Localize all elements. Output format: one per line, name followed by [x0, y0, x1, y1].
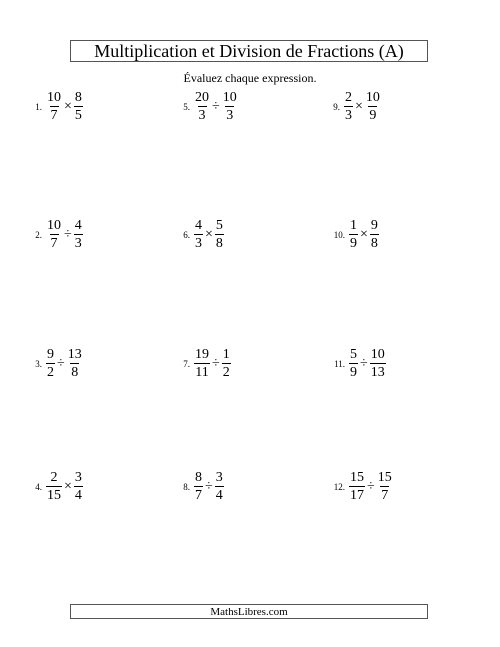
- denominator: 13: [370, 365, 385, 380]
- denominator: 11: [195, 365, 209, 380]
- operator-sign: ÷: [212, 356, 220, 371]
- problem-4: [30, 467, 83, 507]
- fraction-b: [215, 219, 224, 251]
- problem-number: 4.: [35, 482, 42, 492]
- numerator: 13: [67, 347, 82, 362]
- denominator: 3: [198, 108, 206, 123]
- numerator: 4: [195, 218, 202, 233]
- problem-number: 11.: [334, 359, 345, 369]
- problem-number: 10.: [333, 230, 345, 240]
- problem-number: 5.: [183, 102, 190, 112]
- fraction-b: [365, 91, 381, 123]
- operator-sign: ×: [64, 479, 72, 494]
- fraction-a: [349, 471, 365, 503]
- denominator: 4: [215, 488, 223, 503]
- problem-number: 12.: [333, 482, 345, 492]
- operator-sign: ÷: [212, 99, 220, 114]
- numerator: 10: [370, 347, 385, 362]
- fraction-b: [222, 91, 238, 123]
- fraction-a: [194, 471, 203, 503]
- instructions: Évaluez chaque expression.: [183, 71, 317, 85]
- denominator: 9: [369, 108, 377, 123]
- operator-sign: ÷: [64, 227, 72, 242]
- problem-number: 2.: [35, 230, 42, 240]
- fraction-b: [74, 219, 83, 251]
- fraction-a: [46, 471, 62, 503]
- numerator: 2: [50, 470, 58, 485]
- denominator: 7: [381, 488, 389, 503]
- fraction-b: [370, 219, 379, 251]
- denominator: 9: [350, 365, 357, 380]
- problem-5: [178, 87, 238, 127]
- numerator: 10: [365, 90, 380, 105]
- problem-1: [30, 87, 83, 127]
- problem-9: [328, 87, 381, 127]
- problem-7: [178, 344, 231, 384]
- denominator: 8: [71, 365, 79, 380]
- operator-sign: ÷: [205, 479, 213, 494]
- problem-12: [328, 467, 393, 507]
- fraction-a: [194, 91, 210, 123]
- denominator: 5: [74, 108, 82, 123]
- fraction-a: [46, 219, 62, 251]
- denominator: 3: [74, 236, 82, 251]
- problem-3: [30, 344, 83, 384]
- denominator: 2: [47, 365, 54, 380]
- fraction-a: [46, 348, 55, 380]
- numerator: 3: [74, 470, 82, 485]
- problem-number: 1.: [35, 102, 42, 112]
- footer-text: MathsLibres.com: [210, 605, 288, 618]
- denominator: 8: [215, 236, 223, 251]
- operator-sign: ×: [355, 99, 363, 114]
- denominator: 9: [350, 236, 357, 251]
- numerator: 20: [195, 90, 209, 105]
- numerator: 9: [47, 347, 54, 362]
- numerator: 10: [47, 218, 61, 233]
- problem-number: 7.: [183, 359, 190, 369]
- operator-sign: ×: [205, 227, 213, 242]
- numerator: 8: [195, 470, 202, 485]
- denominator: 7: [50, 108, 58, 123]
- denominator: 8: [370, 236, 378, 251]
- numerator: 10: [47, 90, 61, 105]
- problem-10: [328, 215, 379, 255]
- numerator: 1: [222, 347, 230, 362]
- denominator: 15: [47, 488, 61, 503]
- operator-sign: ÷: [360, 356, 368, 371]
- footer-box: [70, 604, 428, 619]
- operator-sign: ÷: [367, 479, 375, 494]
- denominator: 7: [195, 488, 202, 503]
- denominator: 4: [74, 488, 82, 503]
- numerator: 2: [345, 90, 352, 105]
- fraction-b: [370, 348, 386, 380]
- denominator: 3: [195, 236, 202, 251]
- numerator: 19: [195, 347, 209, 362]
- fraction-a: [194, 348, 210, 380]
- numerator: 3: [215, 470, 223, 485]
- worksheet-title: Multiplication et Division de Fractions (A): [94, 41, 404, 61]
- numerator: 5: [215, 218, 223, 233]
- problem-number: 9.: [333, 102, 340, 112]
- fraction-b: [74, 471, 83, 503]
- denominator: 17: [350, 488, 364, 503]
- problem-2: [30, 215, 83, 255]
- numerator: 10: [222, 90, 237, 105]
- fraction-a: [344, 91, 353, 123]
- problem-number: 6.: [183, 230, 190, 240]
- operator-sign: ×: [360, 227, 368, 242]
- numerator: 8: [74, 90, 82, 105]
- fraction-a: [194, 219, 203, 251]
- operator-sign: ×: [64, 99, 72, 114]
- problem-8: [178, 467, 224, 507]
- problem-6: [178, 215, 224, 255]
- fraction-b: [74, 91, 83, 123]
- fraction-a: [349, 219, 358, 251]
- fraction-b: [215, 471, 224, 503]
- problem-number: 8.: [183, 482, 190, 492]
- fraction-a: [46, 91, 62, 123]
- numerator: 4: [74, 218, 82, 233]
- denominator: 7: [50, 236, 58, 251]
- worksheet-title-box: [70, 40, 428, 62]
- denominator: 3: [345, 108, 352, 123]
- fraction-b: [67, 348, 83, 380]
- denominator: 2: [222, 365, 230, 380]
- problem-number: 3.: [35, 359, 42, 369]
- numerator: 15: [350, 470, 364, 485]
- fraction-a: [349, 348, 358, 380]
- denominator: 3: [226, 108, 234, 123]
- fraction-b: [377, 471, 393, 503]
- numerator: 1: [350, 218, 357, 233]
- fraction-b: [222, 348, 231, 380]
- operator-sign: ÷: [57, 356, 65, 371]
- numerator: 9: [370, 218, 378, 233]
- numerator: 15: [377, 470, 392, 485]
- problem-11: [328, 344, 386, 384]
- numerator: 5: [350, 347, 357, 362]
